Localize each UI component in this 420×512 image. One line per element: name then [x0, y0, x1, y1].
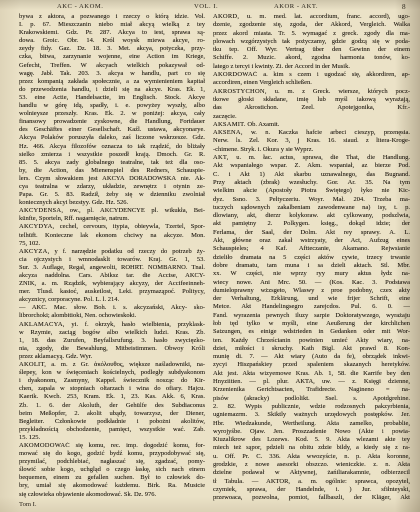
headword: AKORDOWAĆ — [213, 71, 258, 79]
text-line: Hz. 466. Akcya filozofów oznacza to iak rządzić, do bliżały — [19, 142, 205, 150]
text-line: przymilać, podchlebiać, nagłaszać się, zgadzać, pomy- — [19, 458, 205, 466]
text-line — [213, 154, 410, 162]
text-line: 1, 18. das Zurufen, Beyfallsrufung. 3. hasło zwycięzko- — [19, 336, 205, 344]
text-line: Metce. Akt Handelingsegro zarejcdos. Pul. 6. 0. — — [213, 303, 410, 311]
dictionary-entry — [213, 88, 410, 121]
text-line — [213, 88, 410, 96]
text-line: dzielne podawał w Aktywnej, żańiliarakamnie, odbierzecil — [213, 469, 410, 477]
text-line: Akt jest. Akta wizyemowe Kras. Ab. 1, 58. die Karrife bey den — [213, 369, 410, 377]
page-number: 8 — [402, 3, 407, 11]
dictionary-entry — [19, 248, 205, 305]
header-left-range: AKC - AKOM. — [57, 3, 104, 10]
text-line: akcyznicy, corporacyne. Pol. L. l. 214. — [19, 296, 120, 304]
text-line: 85. 5. akcya zady globalnego teatralne, tak też dla oso- — [19, 158, 205, 166]
headword: AKROSTYCHON, — [213, 87, 267, 95]
text-line: bequemen, einem zu gefallen suchen. Był to człowiek do- — [19, 474, 205, 482]
text-line: ślepey, kon w święceniach kościelnych, podległy subdyakonom — [19, 369, 205, 377]
text-line — [19, 361, 205, 369]
entry-definition-text: cechel, cervours, itypia, obieywla, Tzertel, Spor- — [59, 223, 205, 231]
text-line: czka, bitwa, zarzynanie wojenne, eine Action im Kriege, — [19, 53, 205, 61]
text-line: czymiek, sprawa, der Handelnde, i. ) Jur. sfiłnteyski, — [213, 485, 410, 493]
text-line: zaczęcie. — [213, 112, 237, 120]
text-line: koniecznych akcyi bezstyy. Gdz. Hz. 526. — [19, 199, 129, 207]
text-line: Papa. Gr. 5. 83. Radził, żeby się w dzienniku zwolniał — [19, 191, 205, 199]
text-line: plowach wzgórzystych tak pożyczamy, gdzie godzą się w poda- — [213, 37, 410, 45]
text-line: miech też sąpor, pdzieli na obitu zdzie bildy, a kiedy się z ra- — [213, 444, 410, 452]
dictionary-entry — [19, 361, 205, 442]
text-line: ugniemazrm. 3. Skiktly ważnych urzędowych postępków. Jer. — [213, 411, 410, 419]
text-line — [19, 223, 205, 231]
entry-definition-text: a. kim s czem i ugodzać się, akkordiren, ap- — [263, 71, 410, 79]
right-column — [213, 13, 410, 503]
text-line: dobre dramatu, tam muna i sa dzieli aktach. Stl. Mbr. — [213, 261, 410, 269]
text-line — [19, 207, 205, 215]
text-line: tkowe głoski składane, imię lub myśl iakową wyrażają, — [213, 95, 410, 103]
headword: AKOMODOWAĆ — [19, 441, 70, 449]
text-line: Nerw. ls. Zel. Kor. 3, j Kras. 16. siaud. z litera-Kroge- — [213, 137, 410, 145]
text-line: librorchoki; alombitioki, Nen. ochowieskoki. — [19, 312, 137, 320]
text-line — [213, 71, 410, 79]
text-line: Kiuzalikrow des Lozews. Kod. 5. 9. Akta wlezami akte tey — [213, 436, 410, 444]
entry-definition-text: ow., pl. AKCYDENCYE pl. wikukła, Bei- — [69, 207, 205, 215]
text-line: i dyakonom, Zasmyny, Kappel. świecznik nosząc do Kir- — [19, 377, 205, 385]
entry-definition-text: u. m. z Greck. wiersze, których pocz- — [274, 87, 410, 95]
text-line: Schiffe. 2. Muzic. akord, zgodna harmonia tonów, ko- — [213, 54, 410, 62]
entry-continuation — [19, 13, 205, 207]
text-line: sielko zmierza i wszystkie poszedł krają. Dmoch. Gr. R. — [19, 150, 205, 158]
dictionary-entry — [213, 121, 410, 129]
dictionary-entry — [19, 321, 205, 361]
text-line: C. i Akt 1) Akt skarbu uznawalnego, das Bugnand. — [213, 170, 410, 178]
text-line: u. Off. Pr. C. 336. Akta wwozyście, n. p. Akta koronne, — [213, 452, 410, 460]
dictionary-entry — [19, 223, 205, 247]
dictionary-entry — [213, 129, 410, 154]
header-right-range: AKOR - AKT. — [274, 3, 319, 10]
text-line — [213, 129, 410, 137]
text-line: przewoaca, pozwolna, pomiot, fallbaszli, der Kläger, Akt — [213, 494, 410, 502]
headword: AKOLIT, — [19, 361, 47, 369]
text-line: przez kompanią zakłada społecznie, a za wymienieniem kapitał — [19, 77, 205, 85]
text-line: ten. Każdy Chrześcianin powinien umieć Akty wiary, na- — [213, 336, 410, 344]
text-line: dyz. Ssno. 3. Peltyczeriu. Woyr. Mał. 204. Trzeba ma- — [213, 195, 410, 203]
text-line: bywa z aktora, a pozwanego i rzeczy o którą idzie. Vol. — [19, 13, 205, 20]
text-line: bry, umiał się akomodować każdemu. Birk. Ra. Musicie — [19, 482, 205, 490]
text-line: tuczych sądownych zakalbeniam zawodenwane na) isy, t. p. — [213, 203, 410, 211]
entry-definition-text: Ob. Axamit. — [247, 120, 280, 128]
dictionary-entry — [213, 71, 410, 88]
text-line: by, die Action, das Mienenspiel des Redners, Schauspie- — [19, 166, 205, 174]
text-line: chen, zapala w stopniach ołtarzach i wina do ofiary. Hajcu. — [19, 385, 205, 393]
dictionary-entry — [213, 13, 410, 71]
text-line: się człowieka objawienie akomodować. Sk. Dz. 976. — [19, 490, 157, 498]
text-line: ślowić sobie kogo, uchgląd o czego łaskę, sich nach einem — [19, 466, 205, 474]
signature-mark: Tom I. — [19, 501, 37, 508]
text-line — [19, 442, 205, 450]
text-line: latego z tercyi i kwinty. Zi. der Accord in der Musik. — [213, 62, 350, 70]
text-line: grodzkie, z nowe asesorki obszczo. wieniczkie. z. n. Akta — [213, 461, 410, 469]
headword: AKLAMACYA, — [19, 320, 65, 328]
text-line: Akcya Polaków poruszyła daleko, zaś liczone wskrzesze. Gdz. — [19, 134, 205, 142]
text-line: Schauspieles; 4 Kaf. Aftteczanie, Akamano. Rejwsianie — [213, 245, 410, 253]
text-line: Hnyziitien. — pl. plur. AKTA, uw. — z. Księgi dzienne, — [213, 378, 410, 386]
text-line: Begleiter. Członkowie podkładnie i pobożni akolitów, — [19, 417, 205, 425]
text-line: nia, zgody, die Bewahlung, Mitbeistimmen. Obwoy Króli — [19, 344, 205, 352]
text-line: künfte, Sporteln, Rff. nagarnięcie, natrum. — [19, 215, 130, 223]
text-line: Kaerik. Kwch. 253, Kram. Ek. 1, 23. Kas. Akk. 6, Kras. — [19, 393, 205, 401]
headword: AKSENA, — [213, 129, 243, 137]
entry-continuation — [19, 304, 205, 320]
text-line: dowa. Groic. Obr. 14. Król woysk miewa akcye, ro- — [19, 37, 205, 45]
text-line: dumieloprawny wżzsgeto, Wlaswy z proe podobny, czex akty — [213, 286, 410, 294]
text-line: dzenie, zgodzenie się, zgoda, der Akkord, Vergleich. Walka — [213, 21, 410, 29]
text-line: xx. W części, nie wprzy ryy mury aktus łydz na- — [213, 270, 410, 278]
text-line: mować się do kogo, godzić bydź komu, przypodobywać się, — [19, 450, 205, 458]
text-line: des Geschäftes einer Gesellschaft. Kaźl. ustawa, akcyonarye. — [19, 126, 205, 134]
text-line: łob tęd tylko w myśli, eine Aeußerung der kirchlichen — [213, 319, 410, 327]
text-line: wolnieysze przeszły. Kras. Ek. 2. w poniżej: akcya, cały — [19, 110, 205, 118]
entry-definition-text: u. m. med. lat. accordium, franc. accord), ugo- — [246, 13, 410, 20]
left-column — [19, 13, 205, 499]
dictionary-entry — [19, 442, 205, 499]
text-line: Akt wspaniałego wspar. Z. Akm. wspaniał, az bierze Pod. — [213, 162, 410, 170]
text-line: cya teatralna w zdarzy, układzie, zewnętrz i otynin ze- — [19, 182, 205, 190]
entry-definition-text: a. m. z Gr. ἀκόλουθος, większe naśladowniki, na- — [51, 361, 205, 369]
headword: AKORD, — [213, 13, 240, 20]
text-line: Ferlama, der Saal, der Dolm. Akt rey sprawy. A. L. — [213, 228, 410, 236]
text-line: dlowiany, akt, dierzr kolykoraw. akt cylkowany, podszlwia, — [213, 212, 410, 220]
entry-definition-text: yi. f. okrzyk, hasło wielbienia, przyklask- — [71, 320, 205, 328]
text-line: Sur. 3. Auflage, Regal, angewolti, ROHRT. NOMBARNO. Tnal. — [19, 263, 205, 271]
text-line: 75, 102. — [19, 239, 41, 247]
text-line: pisów (akracky) podlolikt. Ssel. s. Apotdgrehine. — [213, 394, 410, 402]
text-line: tku tep. Off. Wyr. Vertrag über den Gewinn der einem — [213, 46, 410, 54]
text-line: Akt, główne oraz zakał wstrzyaty, der Act, Aufzug eines — [213, 237, 410, 245]
text-line: I. p. 67. Mieszczanin niebo miał akcyą wielką z tey — [19, 21, 205, 29]
headword: AKCYZA, — [19, 247, 50, 255]
text-line: wielkim akcie (Apostoły Piotra Świętego) łyko nie Kic- — [213, 187, 410, 195]
text-line: tł Tabula. — AKTOR, a. m. ogólnie: sprawca, opozytel, — [213, 477, 410, 485]
text-line — [213, 13, 410, 21]
text-line: przez aklamacyą. Gdz. Wyr. — [19, 352, 93, 360]
text-line: -chimene. Stryk. i. Okura y sie Wyprz. — [213, 145, 314, 153]
entry-definition-text: się komu, rec. imp. dogodzić komu, for- — [75, 441, 205, 449]
text-line: 15. 125. — [19, 433, 41, 441]
text-line: dziei, miłości i skruchy. Kath Bigl. Akt prawd 8. Kon- — [213, 344, 410, 352]
headword: AKCYDYA, — [19, 223, 55, 231]
text-line: 2. 82. Wypis publicznie, wdzie rodzosnych pakzyrbienia, — [213, 402, 410, 410]
headword: AKSAMIT. — [213, 120, 246, 128]
text-line: — AKC. Mac. słow. Boh. i. s. akcyzański, Akcy- sko- — [19, 304, 205, 312]
text-line: ZNIK, a. m. Rządzik, wybierający akcyzy, der Accifeeinneh- — [19, 280, 205, 288]
text-line — [19, 321, 205, 329]
text-line — [19, 248, 205, 256]
text-line — [213, 121, 410, 129]
text-line: wiecy nowe. Ani Mrc. 50. — (Kos. Kac. 3. Podstawa — [213, 278, 410, 286]
text-line: handlu w górę idą, spadły, i. e. powyżey wyszły, albo — [19, 102, 205, 110]
text-line: das Akrostichon. Zeel. Apotejgonika, Kfr.- — [213, 104, 410, 112]
dictionary-entry — [19, 207, 205, 223]
header-volume: VOL. I. — [194, 3, 219, 10]
text-line: lers. Czym słowakiem jest AKCYA DORADOWSKA nie. Ak- — [19, 174, 205, 182]
headword: AKT, — [213, 154, 229, 162]
text-line: der Verhaltung, Erklärung, und wie frijer Schrift, eine — [213, 295, 410, 303]
text-line: finansowy prowadzenie zyskowne, die Handlung, Fortdauer — [19, 118, 205, 126]
text-line: wyrojyśbe. Ojaw. Jen. Proszzadenie Nowo (Akte i powia- — [213, 427, 410, 435]
text-line: Hbr. Wiedzakunde, Wertheilung. Akta zamelko, probablie, — [213, 419, 410, 427]
headword: AKCYDENSA, — [19, 207, 64, 215]
text-line: dzieliło dramata na 5 części aktów cywie, trzecy trwanie — [213, 253, 410, 261]
text-line: telhüft. Konieczne lak ekonom chciwy na akcyze. Mon. — [19, 231, 205, 239]
text-line: do przewodzenia handlu, i dzieli się na akcye. Kras. Ek. 1, — [19, 85, 205, 93]
text-line: mer. Tlusd. kasioć, auskeilost, Leki. przymaząpoć. Politycy, — [19, 288, 205, 296]
text-line: wagę. Jabł. Tak. 203. 3. akcya w handlu, part co się — [19, 69, 205, 77]
text-line: 53. eine Actie, Handelsactie, im Englisch. Stock. Akcye — [19, 93, 205, 101]
text-line: przez akord miasta. Tr. 5. wymagać z greck. zgody dla ma- — [213, 29, 410, 37]
text-line: cia ojczystych i wmnodasklt towarów. Kraj. Gr. 1, 53. — [19, 255, 205, 263]
text-line: Gefecht, Treffen. W akcyach wielkich pokazywał od- — [19, 61, 205, 69]
dictionary-entry — [213, 154, 410, 502]
entry-definition-text: w. n. Kaczka hafcie arbeci cieszyp, przenęsia. — [251, 129, 410, 137]
text-line: Satzungen, es einige wdstrieden in Gedanken oder mit Wor- — [213, 328, 410, 336]
text-line: Przy aktach (zbrak) wzesłuchy. Gor. Ar. 35. Na tym — [213, 178, 410, 186]
text-line: zeydy fidy. Gaz. Dz. 18. 3. Met. akcya, potyczka, przy- — [19, 45, 205, 53]
text-line: zycyi Hiszpańskiey przed spaleniem skazanych heretyków. — [213, 361, 410, 369]
entry-definition-text: y f. narzędzie podatku od rzeczy do potrzeb ży- — [54, 247, 205, 255]
entry-definition-text: u. m. łac. actus, sprawa, die That, die Handlung. — [236, 154, 410, 162]
text-line: accordiren, einen Vergleich schließen. — [213, 79, 312, 87]
text-line: beim Meßopfer, 2. akolit ubądy, towarzysz, der Diener, — [19, 409, 205, 417]
text-line: Krakowskiemi. Gdz. Pr. 287. Akcya to iest, sprawa są- — [19, 29, 205, 37]
text-line: Fand. wyrazenia pewnych iluzy sarpie Doktoratywzego, wyrażaju — [213, 311, 410, 319]
text-line: Krzenienika Gerichtsacten, Trafidrecte. Nagineno = na- — [213, 386, 410, 394]
text-line: akcyza naddolna. Cars. Abiksz tar. die Accise, AKCY- — [19, 272, 205, 279]
text-line: munię di. 7. — Akt wiary (Auto da fe), obrządek inkwi- — [213, 353, 410, 361]
text-line: przykładnością obchodzenie, pamięci, wszystkie wać. Zab. — [19, 425, 205, 433]
text-line: w Rzymie, zaciąg bogów albo wielkich ludzi. Kras. Zb. — [19, 328, 205, 336]
text-line: akt pamiętny 2. Polkygen. księg., dokąd idzie; der — [213, 220, 410, 228]
text-line: Zb. 1. 6. der Akoluth, der Gehülfe des Subdiaconus — [19, 401, 205, 409]
